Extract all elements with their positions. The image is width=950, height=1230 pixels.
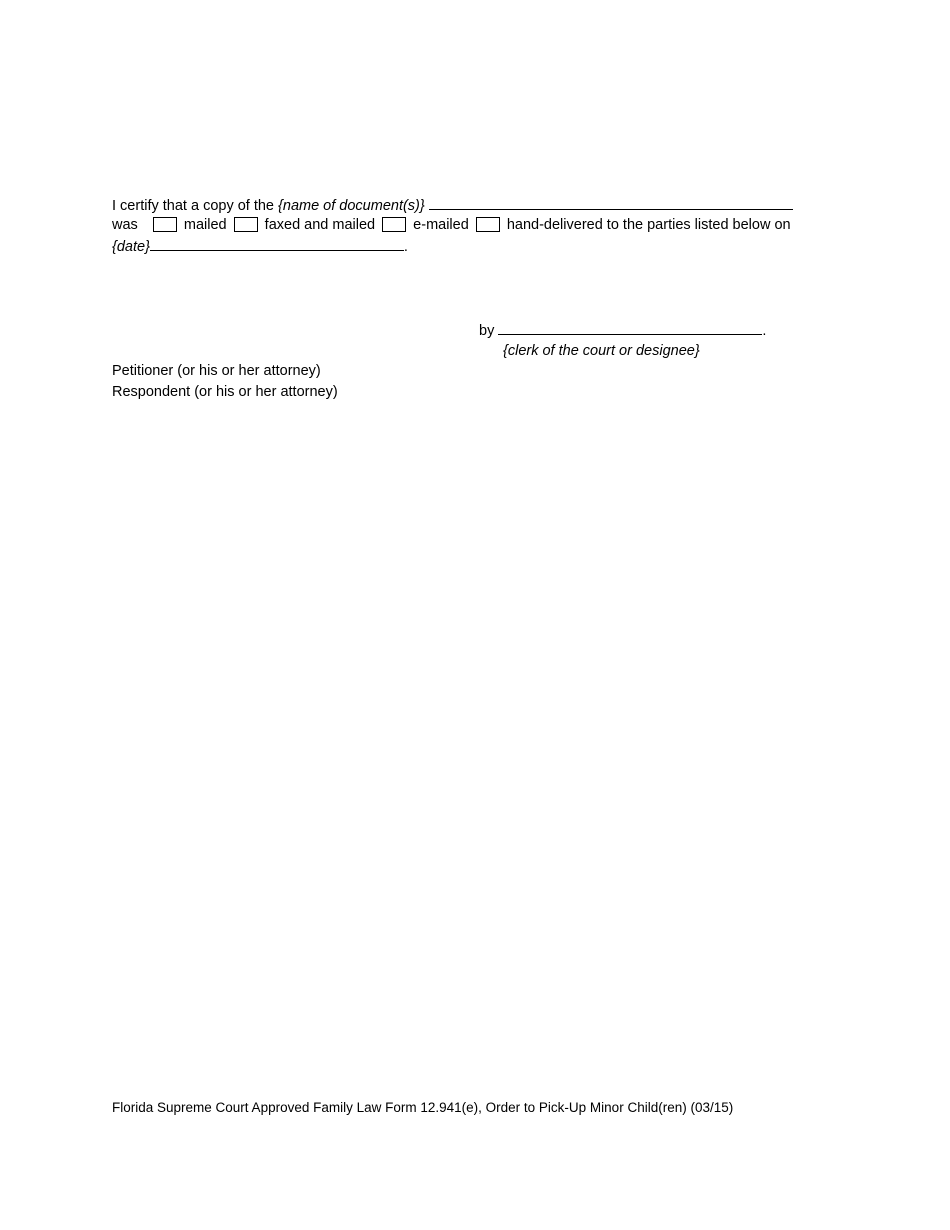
clerk-signature-line	[479, 321, 766, 340]
clerk-signature-blank[interactable]	[498, 321, 762, 335]
date-blank[interactable]	[150, 237, 404, 251]
was-label: was	[112, 217, 138, 233]
mailed-checkbox[interactable]	[153, 217, 177, 232]
certify-line	[112, 196, 793, 215]
respondent-label: Respondent (or his or her attorney)	[112, 384, 338, 400]
faxed-and-mailed-checkbox[interactable]	[234, 217, 258, 232]
document-name-blank[interactable]	[429, 196, 793, 210]
petitioner-label: Petitioner (or his or her attorney)	[112, 363, 321, 379]
by-label: by	[479, 323, 495, 339]
certify-prefix: I certify that a copy of the	[112, 198, 279, 214]
clerk-caption: {clerk of the court or designee}	[503, 343, 700, 359]
document-name-placeholder: {name of document(s)}	[278, 198, 425, 214]
date-placeholder: {date}	[112, 239, 150, 255]
date-line	[112, 237, 408, 256]
delivery-method-line	[112, 216, 791, 234]
hand-delivered-checkbox[interactable]	[476, 217, 500, 232]
faxed-and-mailed-label: faxed and mailed	[264, 217, 376, 233]
hand-delivered-label: hand-delivered to the parties listed below on	[506, 217, 791, 233]
emailed-checkbox[interactable]	[382, 217, 406, 232]
mailed-label: mailed	[183, 217, 227, 233]
signature-period: .	[762, 323, 767, 339]
date-period: .	[403, 239, 408, 255]
form-footer: Florida Supreme Court Approved Family Law Form 12.941(e), Order to Pick-Up Minor Child(ren) (03/15)	[112, 1100, 734, 1115]
emailed-label: e-mailed	[413, 217, 469, 233]
